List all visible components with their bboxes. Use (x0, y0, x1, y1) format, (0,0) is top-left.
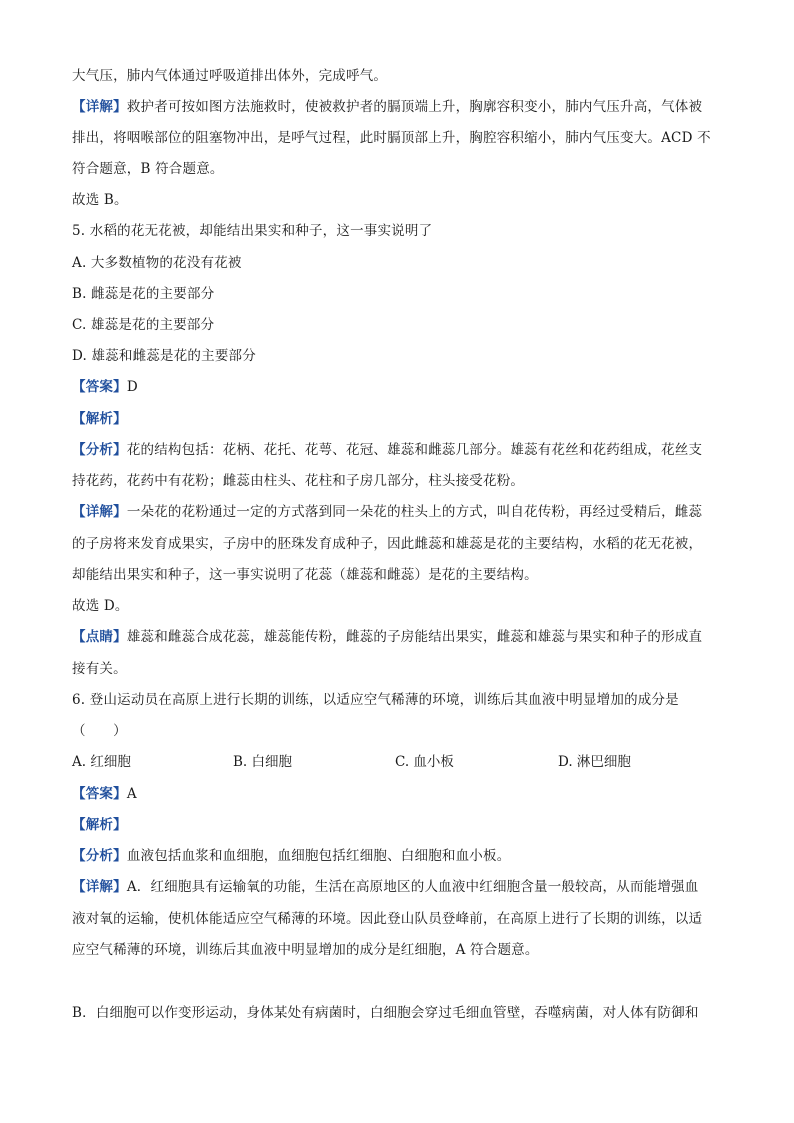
text-line: 的子房将来发育成果实，子房中的胚珠发育成种子，因此雌蕊和雄蕊是花的主要结构，水稻的花无花被， (72, 536, 703, 552)
analysis-tag: 【解析】 (72, 817, 127, 833)
text-span: 花的结构包括：花柄、花托、花萼、花冠、雄蕊和雌蕊几部分。雄蕊有花丝和花药组成，花丝支 (126, 442, 703, 458)
analysis-text-5 (72, 440, 702, 460)
question-6-option-b: B. 白细胞 (233, 754, 293, 770)
text-span: 血液包括血浆和血细胞，血细胞包括红细胞、白细胞和血小板。 (126, 848, 511, 864)
text-line: 故选 B。 (72, 192, 128, 208)
text-line: 却能结出果实和种子，这一事实说明了花蕊（雄蕊和雌蕊）是花的主要结构。 (72, 567, 538, 583)
answer-tag: 【答案】 (72, 379, 127, 395)
analysis-tag: 【解析】 (72, 411, 127, 427)
question-6-stem: 6. 登山运动员在高原上进行长期的训练，以适应空气稀薄的环境，训练后其血液中明显增加的成分是 (72, 692, 679, 708)
question-6-blank: （ ） (72, 723, 127, 739)
detail-tag: 【详解】 (72, 99, 127, 115)
question-5-option-a: A. 大多数植物的花没有花被 (72, 255, 242, 271)
detail-tag: 【详解】 (72, 504, 127, 520)
question-6-option-d: D. 淋巴细胞 (558, 754, 631, 770)
text-span: 雄蕊和雌蕊合成花蕊，雄蕊能传粉，雌蕊的子房能结出果实，雌蕊和雄蕊与果实和种子的形成直 (126, 629, 703, 645)
analysis-line-6 (72, 815, 127, 835)
question-5-option-d: D. 雄蕊和雌蕊是花的主要部分 (72, 348, 256, 364)
explanation-line (72, 97, 702, 117)
text-span: 救护者可按如图方法施救时，使被救护者的膈顶端上升，胸廓容积变小，肺内气压升高，气体被 (126, 99, 703, 115)
question-6-option-a: A. 红细胞 (72, 754, 131, 770)
analysis-line-5 (72, 409, 127, 429)
question-5-stem: 5. 水稻的花无花被，却能结出果实和种子，这一事实说明了 (72, 223, 433, 239)
text-span: 一朵花的花粉通过一定的方式落到同一朵花的柱头上的方式，叫自花传粉，再经过受精后，雌蕊 (126, 504, 703, 520)
question-6-options (72, 752, 724, 772)
question-6-option-c: C. 血小板 (395, 754, 454, 770)
text-line: 应空气稀薄的环境，训练后其血液中明显增加的成分是红细胞，A 符合题意。 (72, 942, 539, 958)
text-line: 接有关。 (72, 661, 127, 677)
tip-text-5 (72, 627, 702, 647)
text-line: 故选 D。 (72, 598, 129, 614)
answer-line-6 (72, 784, 137, 804)
text-span: A．红细胞具有运输氧的功能，生活在高原地区的人血液中红细胞含量一般较高，从而能增强血 (126, 879, 699, 895)
answer-value: D (126, 379, 138, 395)
text-line: 持花药，花药中有花粉；雌蕊由柱头、花柱和子房几部分，柱头接受花粉。 (72, 473, 525, 489)
answer-tag: 【答案】 (72, 786, 127, 802)
analysis-sub-tag: 【分析】 (72, 442, 127, 458)
answer-value: A (126, 786, 137, 802)
analysis-text-6 (72, 846, 510, 866)
text-line: B．白细胞可以作变形运动，身体某处有病菌时，白细胞会穿过毛细血管壁，吞噬病菌，对人体有防御和 (72, 1005, 699, 1021)
text-line: 液对氧的运输，使机体能适应空气稀薄的环境。因此登山队员登峰前，在高原上进行了长期的训练，以适 (72, 911, 703, 927)
text-line: 大气压，肺内气体通过呼吸道排出体外，完成呼气。 (72, 68, 388, 84)
answer-line-5 (72, 377, 138, 397)
analysis-sub-tag: 【分析】 (72, 848, 127, 864)
tip-tag: 【点睛】 (72, 629, 127, 645)
detail-text-6 (72, 877, 698, 897)
detail-text-5 (72, 502, 702, 522)
question-5-option-c: C. 雄蕊是花的主要部分 (72, 317, 215, 333)
text-line: 符合题意，B 符合题意。 (72, 161, 224, 177)
question-5-option-b: B. 雌蕊是花的主要部分 (72, 286, 215, 302)
text-line: 排出，将咽喉部位的阻塞物冲出，是呼气过程，此时膈顶部上升，胸腔容积缩小，肺内气压变大。ACD 不 (72, 130, 711, 146)
detail-tag: 【详解】 (72, 879, 127, 895)
